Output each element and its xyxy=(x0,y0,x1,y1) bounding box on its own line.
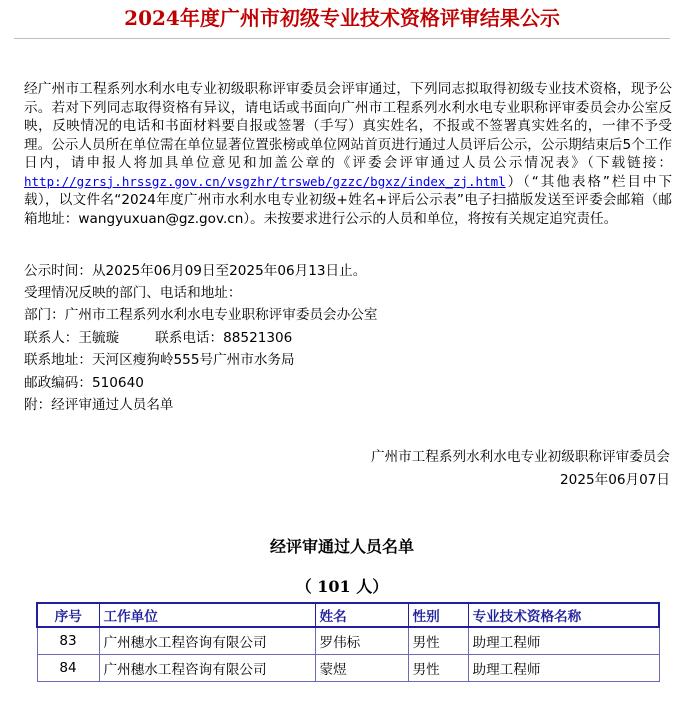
header-qualification: 专业技术资格名称 xyxy=(468,603,659,627)
contact-phone: 联系电话：88521306 xyxy=(155,330,293,346)
list-count: （ 101 人） xyxy=(295,577,389,596)
download-link[interactable]: http://gzrsj.hrssgz.gov.cn/vsgzhr/trsweb/gzzc/bgxz/index_zj.html xyxy=(24,173,506,189)
approved-list-table xyxy=(36,602,660,682)
title-divider xyxy=(14,38,670,39)
signature-org: 广州市工程系列水利水电专业初级职称评审委员会 xyxy=(370,449,670,465)
table-row xyxy=(37,655,659,682)
cell-qualification: 助理工程师 xyxy=(468,655,659,682)
notice-text-after-link: ）（“其他表格”栏目中下载），以文件名“2024年度广州市水利水电专业初级+姓名+评后公示表”电子扫描版发送至评委会邮箱（邮箱地址：wangyuxuan@gz.gov.cn）。未按要求进行公示的人员和单位，将按有关规定追究责任。 xyxy=(24,173,672,227)
cell-no: 83 xyxy=(37,627,99,655)
contact-row xyxy=(24,329,292,347)
department: 部门：广州市工程系列水利水电专业职称评审委员会办公室 xyxy=(24,307,378,323)
cell-qualification: 助理工程师 xyxy=(468,627,659,655)
cell-unit: 广州穗水工程咨询有限公司 xyxy=(99,627,315,655)
cell-gender: 男性 xyxy=(408,627,468,655)
header-gender: 性别 xyxy=(408,603,468,627)
notice-body xyxy=(24,80,672,228)
cell-gender: 男性 xyxy=(408,655,468,682)
cell-name: 蒙煜 xyxy=(315,655,408,682)
cell-no: 84 xyxy=(37,655,99,682)
notice-text-before-link: 经广州市工程系列水利水电专业初级职称评审委员会评审通过，下列同志拟取得初级专业技术资格，现予公示。若对下列同志取得资格有异议，请电话或书面向广州市工程系列水利水电专业职称评审委员会办公室反映，反映情况的电话和书面材料要自报或签署（手写）真实姓名，不报或不签署真实姓名的，一律不予受理。公示人员所在单位需在单位显著位置张榜或单位网站首页进行通过人员评后公示，公示期结束后5个工作日内，请申报人将加具单位意见和加盖公章的《评委会评审通过人员公示情况表》（下载链接： xyxy=(24,81,672,171)
cell-unit: 广州穗水工程咨询有限公司 xyxy=(99,655,315,682)
signature-date: 2025年06月07日 xyxy=(560,472,670,488)
header-unit: 工作单位 xyxy=(99,603,315,627)
address: 联系地址：天河区瘦狗岭555号广州市水务局 xyxy=(24,352,295,368)
publicity-period: 公示时间：从2025年06月09日至2025年06月13日止。 xyxy=(24,263,367,279)
contact-heading: 受理情况反映的部门、电话和地址： xyxy=(24,285,242,301)
header-no: 序号 xyxy=(37,603,99,627)
page-title: 2024年度广州市初级专业技术资格评审结果公示 xyxy=(124,6,560,30)
header-name: 姓名 xyxy=(315,603,408,627)
contact-person: 联系人：王毓璇 xyxy=(24,330,120,346)
list-title: 经评审通过人员名单 xyxy=(269,537,414,556)
attachment-note: 附：经评审通过人员名单 xyxy=(24,397,174,413)
table-header-row xyxy=(37,603,659,627)
cell-name: 罗伟标 xyxy=(315,627,408,655)
table-row xyxy=(37,627,659,655)
postcode: 邮政编码：510640 xyxy=(24,375,144,391)
